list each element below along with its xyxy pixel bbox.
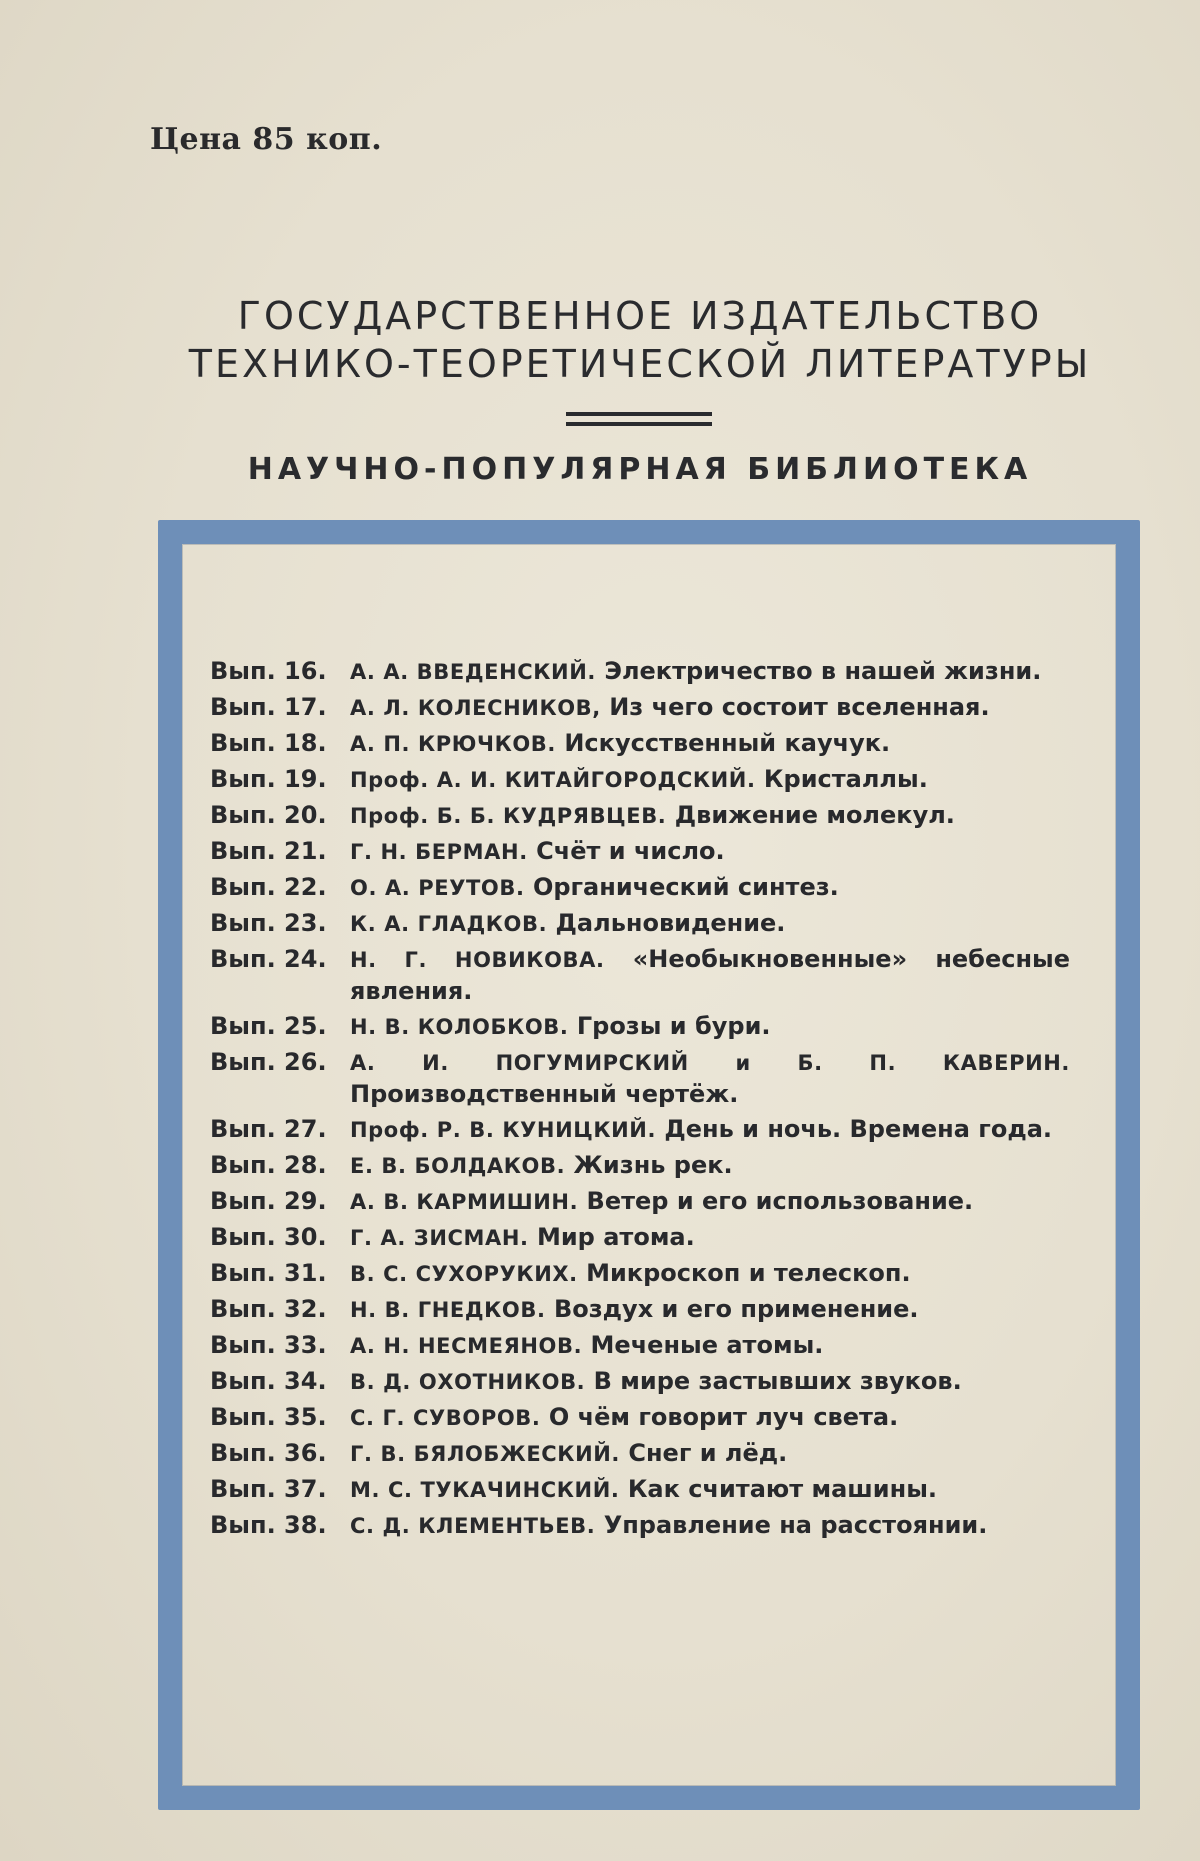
price-label: Цена 85 коп. [150,122,382,157]
publisher-line-2: ТЕХНИКО-ТЕОРЕТИЧЕСКОЙ ЛИТЕРАТУРЫ [0,340,1200,388]
issue-author: А. П. КРЮЧКОВ. [350,732,556,756]
issue-author: Н. Г. НОВИКОВА. [350,948,605,972]
list-item [210,1186,1070,1218]
issue-author: С. Г. СУВОРОВ. [350,1406,540,1430]
issue-number: Вып. 16. [210,656,350,688]
issue-entry [350,836,1070,868]
issue-author: Е. В. БОЛДАКОВ. [350,1154,565,1178]
issue-author: А. Л. КОЛЕСНИКОВ, [350,696,601,720]
issue-entry [350,764,1070,796]
issue-author: В. С. СУХОРУКИХ. [350,1262,578,1286]
issue-title: Ветер и его использование. [587,1187,974,1215]
list-item [210,872,1070,904]
issue-number: Вып. 34. [210,1366,350,1398]
issue-title: Жизнь рек. [574,1151,733,1179]
issue-number: Вып. 38. [210,1510,350,1542]
issue-entry [350,1114,1070,1146]
publisher-line-1: ГОСУДАРСТВЕННОЕ ИЗДАТЕЛЬСТВО [0,292,1200,340]
issue-author: Г. Н. БЕРМАН. [350,840,528,864]
issue-title: Производственный чертёж. [350,1080,738,1108]
issue-title: Из чего состоит вселенная. [609,693,989,721]
issue-entry [350,1402,1070,1434]
issue-title: Счёт и число. [536,837,725,865]
issue-number: Вып. 30. [210,1222,350,1254]
issue-entry [350,1047,1070,1110]
list-item [210,800,1070,832]
issue-number: Вып. 35. [210,1402,350,1434]
double-rule-top [566,412,712,416]
issue-number: Вып. 29. [210,1186,350,1218]
list-item [210,1510,1070,1542]
list-item [210,1330,1070,1362]
list-item [210,1474,1070,1506]
issue-title: Электричество в нашей жизни. [604,657,1041,685]
issue-entry [350,1474,1070,1506]
list-item [210,1114,1070,1146]
list-item [210,1222,1070,1254]
issue-number: Вып. 21. [210,836,350,868]
list-item [210,1150,1070,1182]
back-cover-page [0,0,1200,1861]
issue-entry [350,1510,1070,1542]
list-item [210,656,1070,688]
issue-title: Движение молекул. [675,801,955,829]
issue-title: Грозы и бури. [577,1012,771,1040]
issue-author: Н. В. ГНЕДКОВ. [350,1298,546,1322]
list-item [210,1011,1070,1043]
issue-title: Меченые атомы. [591,1331,824,1359]
issue-author: М. С. ТУКАЧИНСКИЙ. [350,1478,619,1502]
issue-entry [350,1258,1070,1290]
issue-entry [350,1186,1070,1218]
issue-entry [350,1366,1070,1398]
issue-author: Н. В. КОЛОБКОВ. [350,1015,568,1039]
list-item [210,1366,1070,1398]
issue-author: Проф. Р. В. КУНИЦКИЙ. [350,1118,656,1142]
issue-number: Вып. 18. [210,728,350,760]
issue-title: Микроскоп и телескоп. [586,1259,911,1287]
issue-number: Вып. 23. [210,908,350,940]
issue-title: Воздух и его применение. [554,1295,919,1323]
list-item [210,728,1070,760]
issue-entry [350,1222,1070,1254]
issue-author: Г. А. ЗИСМАН. [350,1226,529,1250]
issue-entry [350,944,1070,1007]
issue-author: Г. В. БЯЛОБЖЕСКИЙ. [350,1442,620,1466]
issue-number: Вып. 24. [210,944,350,1007]
issue-author: О. А. РЕУТОВ. [350,876,525,900]
issue-number: Вып. 33. [210,1330,350,1362]
issue-title: Органический синтез. [533,873,839,901]
list-item [210,764,1070,796]
list-item [210,908,1070,940]
issue-number: Вып. 20. [210,800,350,832]
issue-title: Дальновидение. [556,909,786,937]
series-title: НАУЧНО-ПОПУЛЯРНАЯ БИБЛИОТЕКА [0,452,1200,487]
list-item [210,692,1070,724]
issue-number: Вып. 32. [210,1294,350,1326]
issue-entry [350,728,1070,760]
list-item [210,1258,1070,1290]
issue-entry [350,656,1070,688]
issue-entry [350,1438,1070,1470]
issue-entry [350,1011,1070,1043]
issue-number: Вып. 19. [210,764,350,796]
issue-author: С. Д. КЛЕМЕНТЬЕВ. [350,1514,595,1538]
issue-number: Вып. 37. [210,1474,350,1506]
issue-title: Кристаллы. [764,765,928,793]
issue-list [210,656,1070,1546]
list-item [210,944,1070,1007]
issue-author: А. В. КАРМИШИН. [350,1190,578,1214]
issue-title: В мире застывших звуков. [594,1367,962,1395]
issue-entry [350,1294,1070,1326]
issue-entry [350,1150,1070,1182]
issue-entry [350,800,1070,832]
issue-title: Снег и лёд. [628,1439,787,1467]
issue-title: Управление на расстоянии. [604,1511,988,1539]
list-item [210,1047,1070,1110]
list-item [210,836,1070,868]
issue-entry [350,908,1070,940]
issue-author: К. А. ГЛАДКОВ. [350,912,547,936]
issue-number: Вып. 17. [210,692,350,724]
issue-title: О чём говорит луч света. [549,1403,898,1431]
list-item [210,1294,1070,1326]
publisher-name [0,292,1200,388]
list-item [210,1402,1070,1434]
issue-author: В. Д. ОХОТНИКОВ. [350,1370,585,1394]
issue-entry [350,872,1070,904]
issue-author: Проф. А. И. КИТАЙГОРОДСКИЙ. [350,768,756,792]
issue-number: Вып. 36. [210,1438,350,1470]
list-item [210,1438,1070,1470]
issue-title: Искусственный каучук. [564,729,890,757]
issue-author: А. Н. НЕСМЕЯНОВ. [350,1334,582,1358]
issue-number: Вып. 26. [210,1047,350,1110]
issue-author: А. А. ВВЕДЕНСКИЙ. [350,660,596,684]
issue-number: Вып. 31. [210,1258,350,1290]
issue-number: Вып. 22. [210,872,350,904]
double-rule-bottom [566,422,712,426]
issue-number: Вып. 27. [210,1114,350,1146]
issue-author: А. И. ПОГУМИРСКИЙ и Б. П. КАВЕРИН. [350,1051,1070,1075]
issue-title: Как считают машины. [628,1475,937,1503]
issue-number: Вып. 28. [210,1150,350,1182]
issue-entry [350,692,1070,724]
issue-title: «Необыкновенные» небесные явления. [350,945,1070,1005]
issue-title: День и ночь. Времена года. [664,1115,1052,1143]
issue-author: Проф. Б. Б. КУДРЯВЦЕВ. [350,804,666,828]
issue-number: Вып. 25. [210,1011,350,1043]
issue-entry [350,1330,1070,1362]
issue-title: Мир атома. [537,1223,695,1251]
